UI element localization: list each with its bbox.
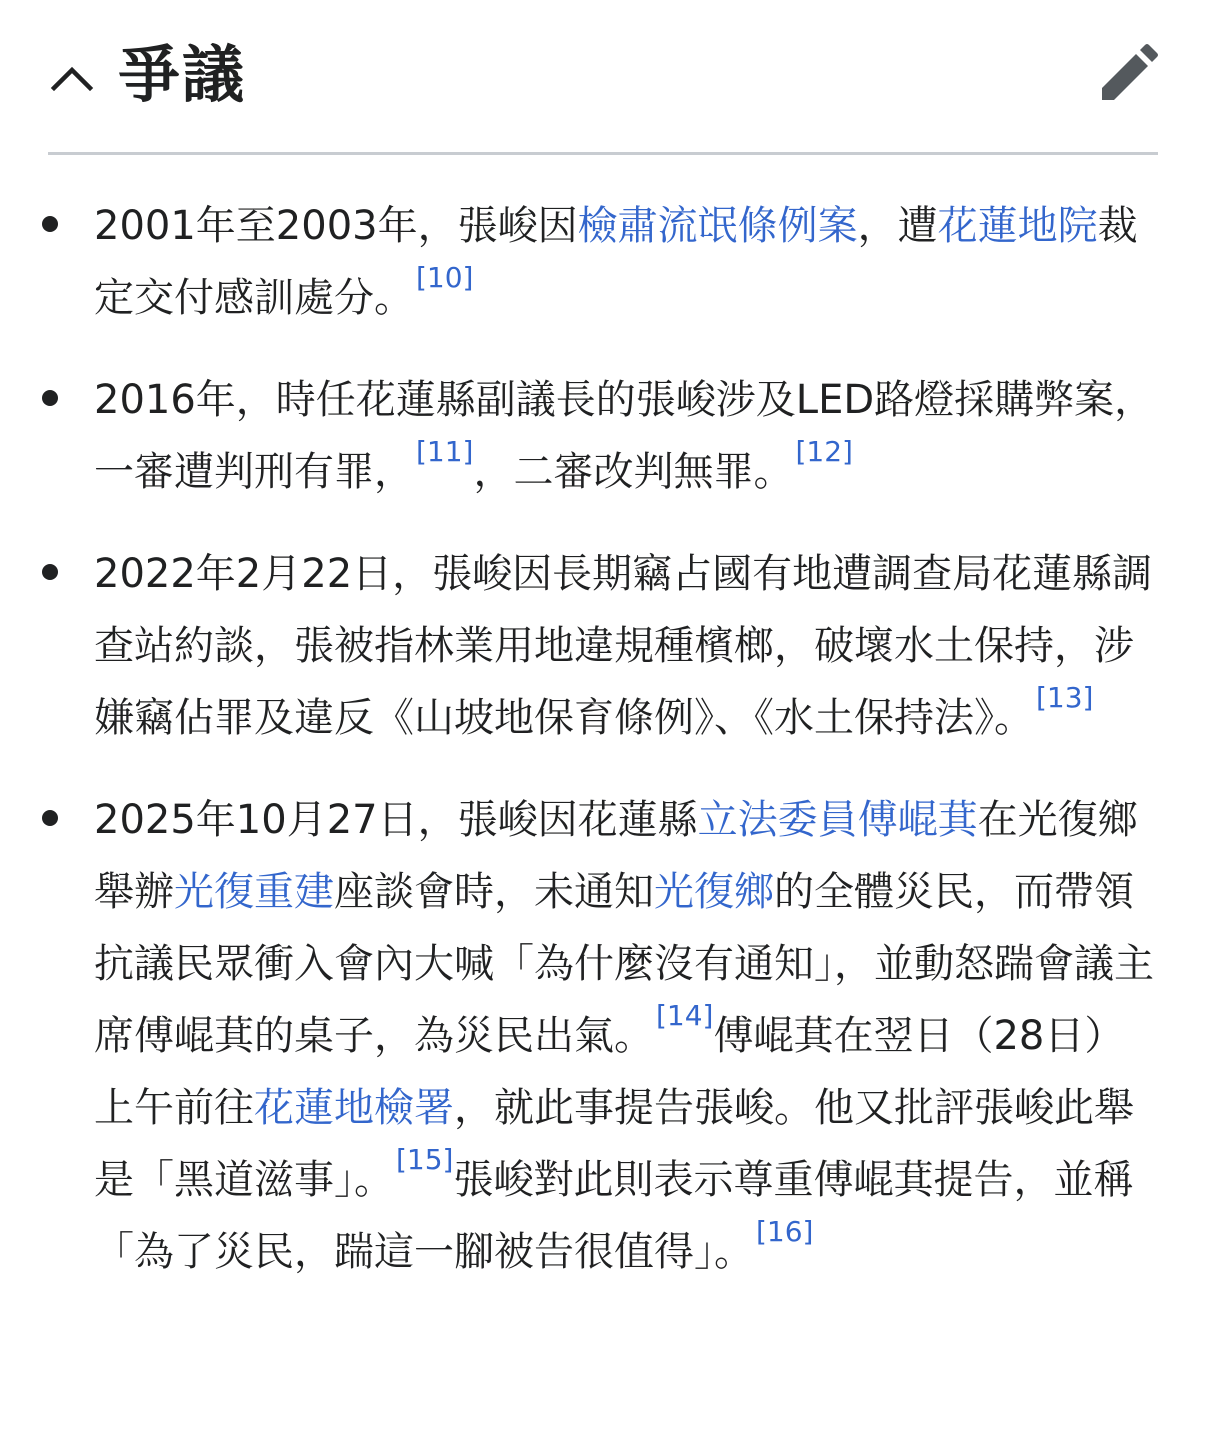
- item-text: 座談會時，未通知: [334, 869, 654, 915]
- bullet-dot: [42, 216, 58, 232]
- reference-link[interactable]: [16]: [756, 1215, 814, 1249]
- item-text: 2025年10月27日，張峻因花蓮縣: [94, 797, 698, 843]
- list-item: [48, 784, 1158, 1288]
- item-text: ，就此事提告張峻。他又批評張峻此舉是「黑道滋事」。: [94, 1085, 1134, 1203]
- pencil-icon[interactable]: [1098, 44, 1158, 104]
- section-header[interactable]: [48, 24, 1158, 134]
- reference-link[interactable]: [10]: [416, 261, 474, 295]
- item-text: ，遭: [857, 203, 938, 249]
- controversy-list: [48, 190, 1158, 1318]
- item-text: 2022年2月22日，張峻因長期竊占國有地遭調查局花蓮縣調查站約談，張被指林業用地違規種檳榔，破壞水土保持，涉嫌竊佔罪及違反《山坡地保育條例》、《水土保持法》。: [94, 551, 1153, 741]
- list-item: [48, 364, 1158, 508]
- section-title: 爭議: [118, 38, 247, 111]
- reference-link[interactable]: [12]: [795, 435, 853, 469]
- link-anti-gangster-act-case[interactable]: 檢肅流氓條例案: [577, 203, 858, 249]
- link-guangfu-township[interactable]: 光復鄉: [654, 869, 774, 915]
- list-item: [48, 190, 1158, 334]
- list-item: [48, 538, 1158, 754]
- item-text: ，二審改判無罪。: [473, 449, 794, 495]
- bullet-dot: [42, 390, 58, 406]
- item-text: 的全體災民，而帶領抗議民眾衝入會內大喊「為什麼沒有通知」，並動怒踹會議主席傅崐萁的桌子，為災民出氣。: [94, 869, 1154, 1059]
- chevron-up-icon[interactable]: [48, 54, 96, 102]
- item-text: 在光復鄉舉辦: [94, 797, 1138, 915]
- item-text: 裁定交付感訓處分。: [94, 203, 1138, 321]
- bullet-dot: [42, 810, 58, 826]
- section-divider: [48, 152, 1158, 155]
- bullet-dot: [42, 564, 58, 580]
- reference-link[interactable]: [11]: [416, 435, 474, 469]
- item-text: 2001年至2003年，張峻因: [94, 203, 578, 249]
- link-guangfu-reconstruction[interactable]: 光復重建: [174, 869, 334, 915]
- link-hualien-district-prosecutors-office[interactable]: 花蓮地檢署: [254, 1085, 454, 1131]
- item-text: 傅崐萁在翌日（28日）上午前往: [94, 1013, 1125, 1131]
- item-text: 張峻對此則表示尊重傅崐萁提告，並稱「為了災民，踹這一腳被告很值得」。: [94, 1157, 1134, 1275]
- link-hualien-district-court[interactable]: 花蓮地院: [937, 203, 1098, 249]
- reference-link[interactable]: [15]: [396, 1143, 454, 1177]
- reference-link[interactable]: [14]: [656, 999, 714, 1033]
- link-legislator-fu-kun-chi[interactable]: 立法委員傅崐萁: [697, 797, 978, 843]
- reference-link[interactable]: [13]: [1036, 681, 1094, 715]
- item-text: 2016年，時任花蓮縣副議長的張峻涉及LED路燈採購弊案，一審遭判刑有罪，: [94, 377, 1155, 495]
